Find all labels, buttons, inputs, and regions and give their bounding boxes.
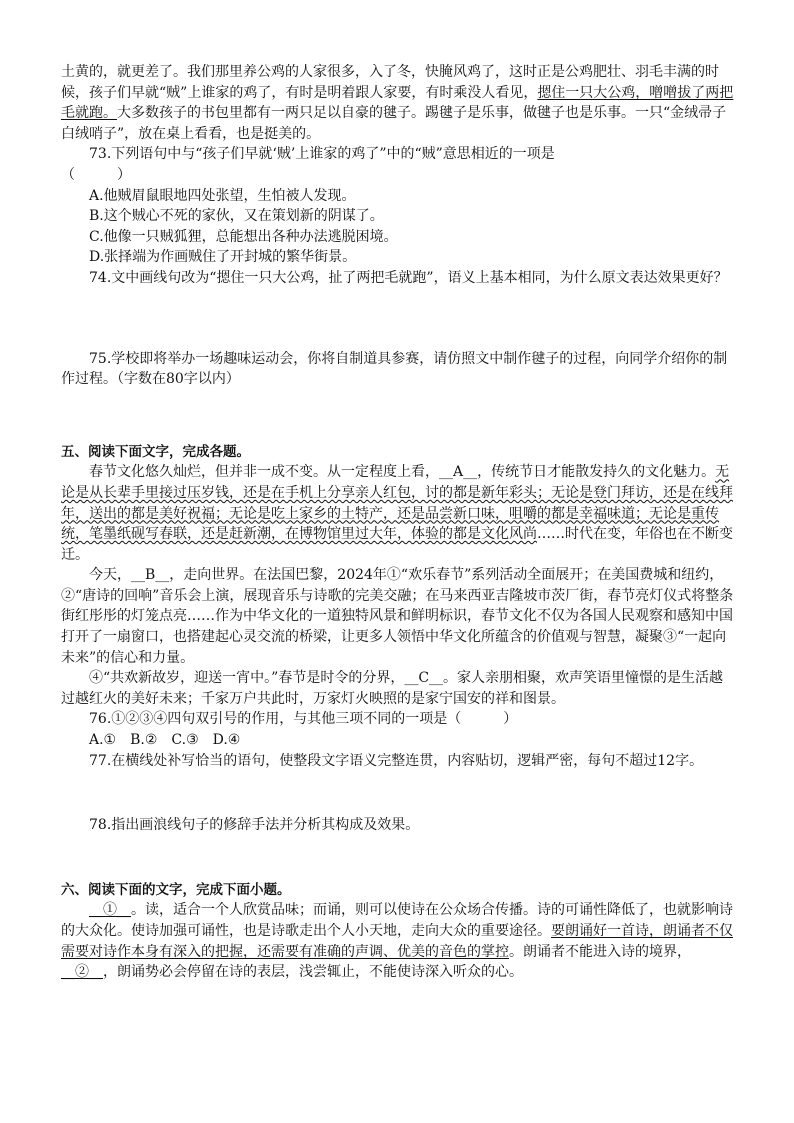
blank-c: __C__ [404, 670, 444, 687]
answer-space [61, 289, 737, 349]
question-74: 74.文中画线句改为“摁住一只大公鸡，扯了两把毛就跑”，语义上基本相同，为什么原文表达效果更好？ [89, 269, 728, 286]
option-d: D.张择端为作画贼住了开封城的繁华街景。 [89, 249, 357, 266]
paragraph-text: 今天， [89, 567, 131, 584]
answer-space [61, 390, 737, 442]
question-77: 77.在横线处补写恰当的语句，使整段文字语义完整连贯，内容贴切，逻辑严密，每句不超过12字。 [89, 752, 704, 769]
question-stem: 73.下列语句中与“孩子们早就‘贼’上谁家的鸡了”中的“贼”意思相近的一项是 [89, 146, 555, 163]
question-76: 76.①②③④四句双引号的作用，与其他三项不同的一项是（ ） [89, 711, 518, 728]
section-5-paragraph-3 [61, 668, 737, 709]
paragraph-text: ④“共欢新故岁，迎送一宵中。”春节是时令的分界， [89, 670, 405, 687]
section-6-paragraph [61, 900, 737, 982]
answer-space [61, 771, 737, 815]
passage-tail [61, 62, 737, 144]
paragraph-text: ，朗诵势必会停留在诗的表层，浅尝辄止，不能使诗深入听众的心。 [103, 964, 523, 981]
underlined-sentence: 要朗诵好一首诗，朗诵者不仅需要对诗作本身有深入的把握，还需要有准确的声调、优美的音色的掌控 [61, 923, 733, 960]
answer-parenthesis: （ ） [61, 166, 131, 183]
section-5-paragraph-1 [61, 462, 737, 565]
paragraph-text: 春节文化悠久灿烂，但并非一成不变。从一定程度上看， [89, 464, 439, 481]
blank-1: __①__ [89, 902, 131, 919]
answer-space [61, 836, 737, 880]
underlined-sentence: 摁住一只大公鸡，噌噌拔了两把毛就跑。 [61, 84, 734, 122]
paragraph-text: ，传统节日才能散发持久的文化魅力。 [477, 464, 716, 481]
question-76-options: A.① B.② C.③ D.④ [89, 732, 241, 749]
option-c: C.他像一只贼狐狸，总能想出各种办法逃脱困境。 [89, 228, 398, 245]
passage-text: 大多数孩子的书包里都有一两只足以自豪的毽子。踢毽子是乐事，做毽子也是乐事。一只“金绒帚子白绒哨子”，放在桌上看看，也是挺美的。 [61, 105, 727, 142]
paragraph-text: 。家人亲朋相聚，欢声笑语里憧憬的是生活越过越红火的美好未来；千家万户共此时，万家灯火映照的是家宁国安的祥和图景。 [61, 670, 724, 707]
paragraph-text: 。朗诵者不能进入诗的境界， [509, 943, 691, 960]
passage-text: 土黄的，就更差了。我们那里养公鸡的人家很多，入了冬，快腌风鸡了，这时正是公鸡肥壮、羽毛丰满的时候，孩子们早就“贼”上谁家的鸡了，有时是明着跟人家要，有时乘没人看见， [61, 64, 719, 101]
paragraph-text: ，走向世界。在法国巴黎，2024年①“欢乐春节”系列活动全面展开；在美国费城和纽约，②“唐诗的回响”音乐会上演，展现音乐与诗歌的完美交融；在马来西亚吉隆坡市茨厂街，春节亮灯仪式将整条街红彤彤的灯笼点亮……作为中华文化的一道独特风景和鲜明标识，春节文化不仅为各国人民观察和感知中国打开了一扇窗口，也搭建起心灵交流的桥梁，让更多人领悟中华文化所蕴含的价值观与智慧，凝聚③“一起向未来”的信心和力量。 [61, 567, 734, 666]
option-b: B.这个贼心不死的家伙，又在策划新的阴谋了。 [89, 208, 384, 225]
blank-2: __②__ [61, 964, 103, 981]
wavy-underlined-sentence: 无论是从长辈手里接过压岁钱，还是在手机上分享亲人红包，讨的都是新年彩头；无论是登门拜访，还是在线拜年，送出的都是美好祝福；无论是吃上家乡的土特产，还是品尝新口味，咀嚼的都是幸福味道；无论是重传统，笔墨纸砚写春联，还是赶新潮，在博物馆里过大年，体验的都是文化风尚 [61, 464, 733, 543]
option-a: A.他贼眉鼠眼地四处张望，生怕被人发现。 [89, 187, 356, 204]
paragraph-text: 。读，适合一个人欣赏品味；而诵，则可以使诗在公众场合传播。诗的可诵性降低了，也就影响诗的大众化。使诗加强可诵性，也是诗歌走出个人小天地，走向大众的重要途径。 [61, 902, 733, 939]
question-78: 78.指出画浪线句子的修辞手法并分析其构成及效果。 [89, 817, 420, 834]
paragraph-text: ……时代在变，年俗也在不断变迁。 [61, 526, 733, 563]
question-75: 75.学校即将举办一场趣味运动会，你将自制道具参赛，请仿照文中制作毽子的过程，向同学介绍你的制作过程。（字数在80字以内） [61, 350, 728, 388]
exam-page [61, 62, 737, 983]
blank-b: __B__ [131, 567, 170, 584]
section-5-title: 五、阅读下面文字，完成各题。 [61, 443, 250, 460]
section-5-paragraph-2 [61, 565, 737, 668]
section-6-title: 六、阅读下面的文字，完成下面小题。 [61, 881, 291, 898]
blank-a: __A__ [439, 464, 478, 481]
question-73 [61, 144, 737, 165]
